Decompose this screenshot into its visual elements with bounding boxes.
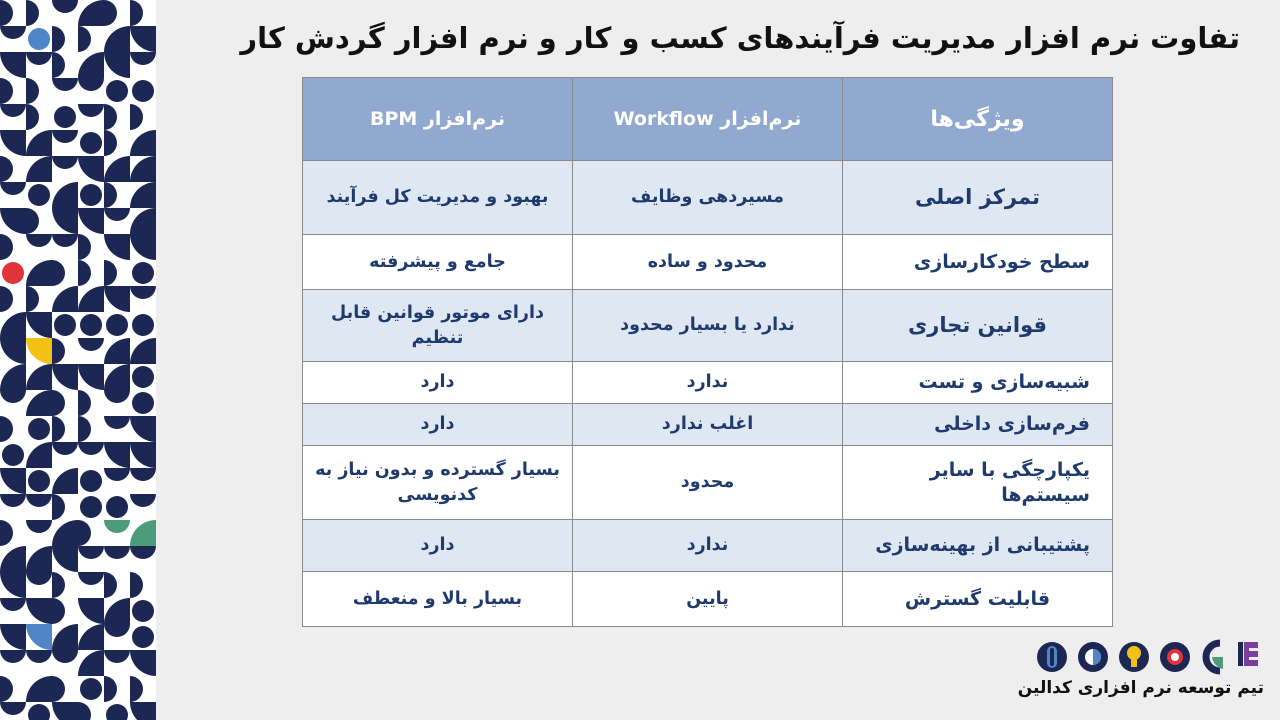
pattern-shape [26,208,39,234]
pattern-shape [78,650,104,676]
cell-bpm: بهبود و مدیریت کل فرآیند [303,161,573,235]
pattern-shape [28,470,50,492]
pattern-shape [0,676,13,702]
brand-name: تیم توسعه نرم افزاری کدالین [1017,678,1264,698]
pattern-shape [0,26,26,39]
pattern-shape [0,624,26,650]
pattern-shape [104,442,130,468]
pattern-shape [2,262,24,284]
page-title: تفاوت نرم افزار مدیریت فرآیندهای کسب و کار و نرم افزار گردش کار [240,21,1240,55]
pattern-shape [80,184,102,206]
cell-bpm: جامع و پیشرفته [303,235,573,290]
pattern-shape [52,390,65,416]
pattern-shape [104,26,130,52]
cell-bpm: دارد [303,520,573,572]
pattern-shape [26,0,39,26]
pattern-shape [2,444,24,466]
pattern-shape [26,78,39,104]
pattern-shape [130,416,156,442]
table-row [303,572,1113,627]
pattern-shape [0,156,13,182]
cell-workflow: محدود [573,446,843,520]
pattern-shape [104,0,117,26]
pattern-shape [130,494,156,507]
pattern-shape [130,520,156,546]
pattern-shape [26,624,52,650]
table-row [303,404,1113,446]
table-row [303,161,1113,235]
pattern-shape [0,52,26,78]
pattern-shape [52,338,65,364]
pattern-shape [28,704,50,720]
pattern-shape [78,0,104,26]
pattern-shape [54,106,76,128]
pattern-shape [130,0,143,26]
pattern-shape [78,208,104,234]
pattern-shape [0,572,26,598]
pattern-shape [80,470,102,492]
header-features: ویژگی‌ها [843,78,1113,161]
cell-feature: یکپارچگی با سایر سیستم‌ها [843,446,1113,520]
table-header-row [303,78,1113,161]
pattern-shape [130,468,156,481]
pattern-shape [26,52,52,65]
pattern-shape [132,626,154,648]
pattern-shape [26,286,39,312]
pattern-shape [104,208,130,221]
pattern-shape [104,598,130,624]
pattern-shape [78,364,104,390]
pattern-shape [0,702,26,715]
pattern-shape [0,104,26,117]
cell-feature: تمرکز اصلی [843,161,1113,235]
pattern-shape [0,650,26,663]
brand-block [1016,636,1266,708]
pattern-shape [26,130,52,156]
pattern-shape [52,156,78,169]
decorative-pattern [0,0,156,720]
pattern-shape [52,78,78,91]
pattern-shape [104,650,130,663]
comparison-table [302,77,1113,627]
cell-feature: سطح خودکارسازی [843,235,1113,290]
pattern-shape [28,28,50,50]
pattern-shape [0,312,26,338]
pattern-shape [0,0,13,26]
cell-bpm: بسیار بالا و منعطف [303,572,573,627]
pattern-shape [130,26,156,52]
cell-feature: پشتیبانی از بهینه‌سازی [843,520,1113,572]
pattern-shape [104,520,130,533]
table-row [303,520,1113,572]
pattern-shape [78,546,104,559]
pattern-shape [52,260,65,286]
pattern-shape [52,676,65,702]
pattern-shape [52,208,78,234]
pattern-shape [104,130,117,156]
pattern-shape [26,572,52,585]
pattern-shape [78,442,104,455]
pattern-shape [52,546,78,572]
pattern-graphic [0,0,156,720]
pattern-shape [52,182,78,208]
pattern-shape [78,390,91,416]
table-row [303,362,1113,404]
pattern-shape [52,624,78,650]
pattern-shape [78,26,91,52]
pattern-shape [52,650,78,663]
pattern-shape [0,598,26,611]
pattern-shape [104,156,130,182]
pattern-shape [26,312,52,338]
pattern-shape [52,0,78,13]
pattern-shape [104,338,130,364]
pattern-shape [104,416,130,429]
table-row [303,446,1113,520]
pattern-shape [0,208,26,234]
pattern-shape [78,52,104,78]
pattern-shape [26,234,52,247]
pattern-shape [0,416,13,442]
header-workflow: نرم‌افزار Workflow [573,78,843,161]
cell-feature: فرم‌سازی داخلی [843,404,1113,446]
pattern-shape [78,598,104,624]
pattern-shape [26,598,52,624]
pattern-shape [78,260,91,286]
pattern-shape [52,598,65,624]
pattern-shape [26,338,52,364]
pattern-shape [26,390,52,416]
pattern-shape [0,78,13,104]
pattern-shape [78,520,91,546]
cell-bpm: دارد [303,404,573,446]
pattern-shape [104,286,130,312]
cell-bpm: دارد [303,362,573,404]
pattern-shape [78,416,91,442]
pattern-shape [104,676,117,702]
cell-workflow: اغلب ندارد [573,404,843,446]
pattern-shape [130,104,143,130]
table-row [303,235,1113,290]
pattern-shape [130,702,156,720]
pattern-shape [106,704,128,720]
pattern-shape [26,650,52,663]
pattern-shape [78,156,104,182]
cell-feature: شبیه‌سازی و تست [843,362,1113,404]
pattern-shape [104,260,117,286]
pattern-shape [130,676,143,702]
cell-workflow: ندارد [573,362,843,404]
pattern-shape [52,286,78,312]
pattern-shape [104,546,130,559]
pattern-shape [130,286,156,299]
pattern-shape [52,520,78,546]
pattern-shape [78,338,104,351]
cell-bpm: بسیار گسترده و بدون نیاز به کدنویسی [303,446,573,520]
cell-workflow: ندارد [573,520,843,572]
logo-glyphs-icon [1034,638,1262,676]
pattern-shape [0,364,26,390]
cell-workflow: مسیردهی وظایف [573,161,843,235]
pattern-shape [52,572,65,598]
pattern-shape [104,234,130,260]
pattern-shape [106,80,128,102]
pattern-shape [130,442,156,468]
pattern-shape [52,52,65,78]
pattern-shape [130,234,156,260]
pattern-shape [130,572,143,598]
pattern-shape [78,234,91,260]
pattern-shape [104,364,130,390]
pattern-shape [52,416,65,442]
cell-workflow: پایین [573,572,843,627]
pattern-shape [80,678,102,700]
pattern-shape [52,364,78,390]
pattern-shape [78,572,104,585]
pattern-shape [26,494,52,507]
pattern-shape [130,208,156,234]
cell-workflow: ندارد یا بسیار محدود [573,290,843,362]
pattern-shape [104,624,130,637]
cell-bpm: دارای موتور قوانین قابل تنظیم [303,290,573,362]
pattern-shape [104,572,117,598]
pattern-shape [26,546,52,572]
pattern-shape [80,314,102,336]
pattern-shape [0,520,13,546]
pattern-shape [130,52,156,65]
pattern-shape [130,130,156,156]
pattern-shape [28,184,50,206]
pattern-shape [0,234,13,260]
pattern-shape [130,546,156,559]
pattern-shape [0,494,26,507]
pattern-shape [104,52,130,78]
pattern-shape [52,494,65,520]
pattern-shape [130,182,156,208]
pattern-shape [26,156,52,182]
pattern-shape [130,650,156,676]
pattern-shape [132,600,154,622]
pattern-shape [78,286,104,312]
pattern-shape [0,338,26,364]
pattern-shape [0,390,26,403]
pattern-shape [78,104,104,117]
cell-feature: قابلیت گسترش [843,572,1113,627]
pattern-shape [52,26,65,52]
pattern-shape [52,234,78,247]
pattern-shape [26,104,39,130]
pattern-shape [106,314,128,336]
pattern-shape [52,442,78,455]
pattern-shape [54,314,76,336]
pattern-shape [80,132,102,154]
pattern-shape [0,468,26,494]
pattern-shape [130,338,156,364]
pattern-shape [26,260,52,286]
pattern-shape [80,496,102,518]
pattern-shape [104,182,117,208]
pattern-shape [26,676,52,702]
pattern-shape [26,520,52,533]
pattern-shape [104,468,130,481]
pattern-shape [78,624,104,650]
pattern-shape [130,156,156,182]
pattern-shape [26,442,52,468]
pattern-shape [0,130,26,156]
pattern-shape [132,314,154,336]
pattern-shape [52,702,78,720]
pattern-shape [78,78,104,91]
pattern-shape [106,496,128,518]
pattern-shape [132,80,154,102]
cell-workflow: محدود و ساده [573,235,843,290]
pattern-shape [78,702,91,720]
pattern-shape [0,182,26,195]
cell-feature: قوانین تجاری [843,290,1113,362]
pattern-shape [52,468,78,494]
pattern-shape [104,104,117,130]
header-bpm: نرم‌افزار BPM [303,78,573,161]
pattern-shape [52,130,78,143]
pattern-shape [132,366,154,388]
pattern-shape [132,392,154,414]
pattern-shape [26,364,52,390]
pattern-shape [104,390,130,403]
pattern-shape [28,418,50,440]
table-row [303,290,1113,362]
pattern-shape [0,286,13,312]
pattern-shape [132,262,154,284]
codaline-logo-icon [1034,638,1262,676]
pattern-shape [0,546,26,572]
